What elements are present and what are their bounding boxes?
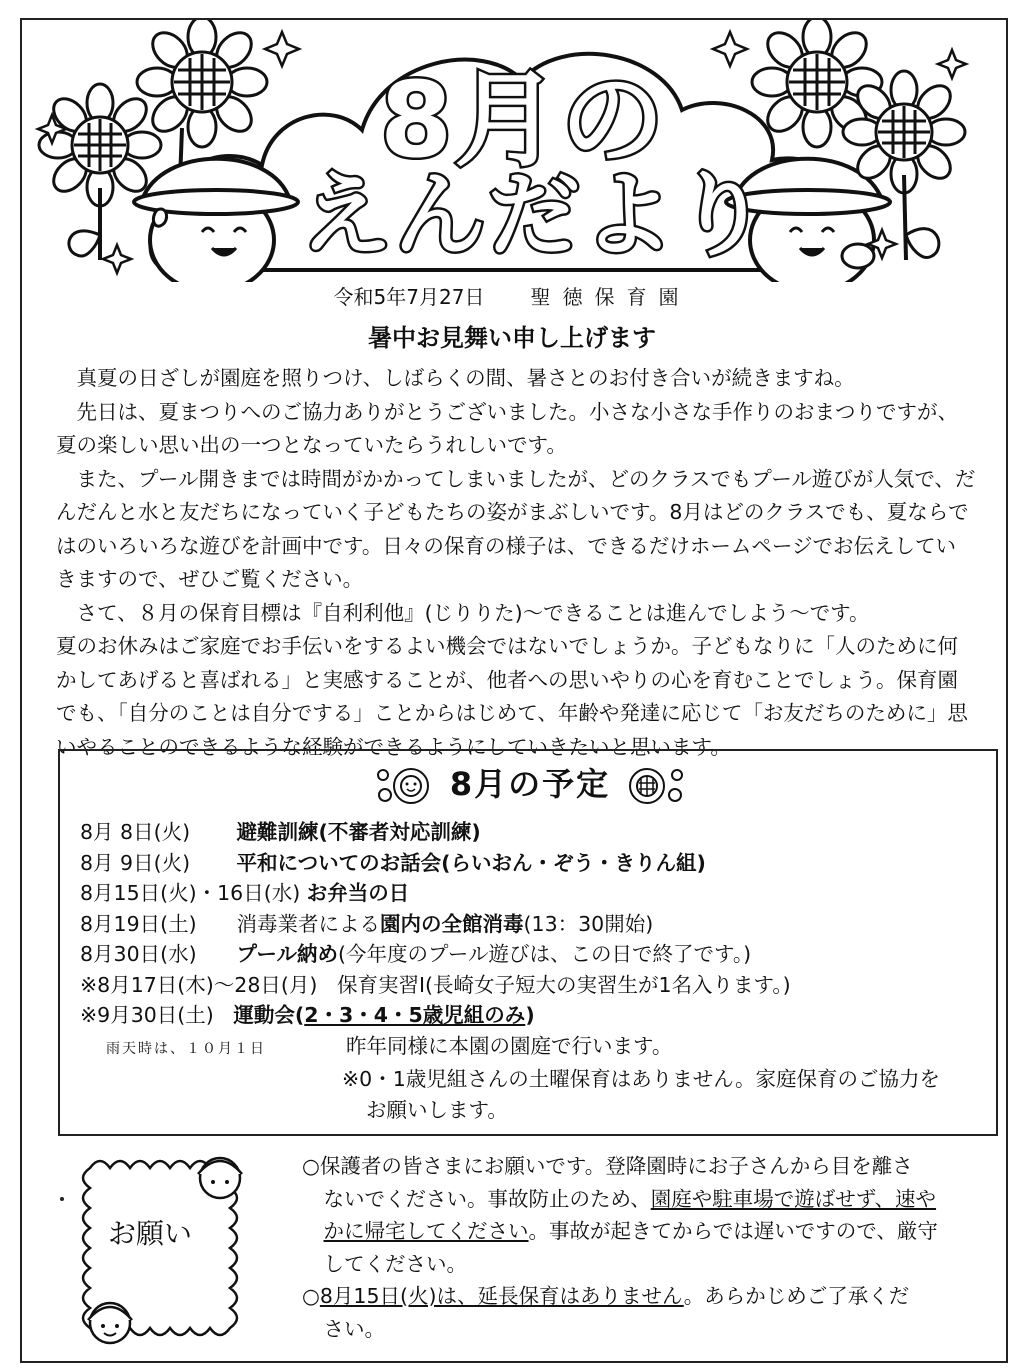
schedule-date: 8月30日(水) (80, 942, 197, 966)
schedule-item (80, 817, 980, 848)
bullet: ○ (302, 1284, 320, 1308)
schedule-event-note: (13：30開始) (523, 911, 654, 936)
body-paragraph: 夏のお休みはご家庭でお手伝いをするよい機会ではないでしょうか。子どもなりに「人のために何かしてあげると喜ばれる」と実感することが、他者への思いやりの心を育むことでしょう。保育園でも、「自分のことは自分でする」ことからはじめて、年齢や発達に応じて「お友だちのために」思いやることのできるような経験ができるようにしていきたいと思います。 (56, 634, 968, 759)
sunflower-left-bottom (39, 84, 161, 206)
schedule-date: 8月15日(火)・16日(水) (80, 881, 301, 905)
rain-note: 雨天時は、１０月１日 (106, 1040, 266, 1057)
request-text: 。あらかじめご了承くだ (683, 1284, 910, 1308)
request-text: 。事故が起きてからでは遅いですので、厳守 (528, 1219, 938, 1243)
letter-body (56, 362, 976, 764)
newsletter-title: えんだより (300, 162, 771, 269)
newsletter-title-month: 8月の (380, 59, 667, 181)
request-text: さい。 (323, 1316, 386, 1341)
schedule-event-highlight: 園内の全館消毒 (380, 911, 524, 936)
schedule-note-row (80, 1031, 980, 1065)
schedule-date: 8月 8日(火) (80, 820, 191, 844)
venue-note: 昨年同様に本園の園庭で行います。 (346, 1033, 673, 1058)
schedule-heading (60, 759, 1000, 807)
schedule-item (80, 878, 980, 909)
body-paragraph: 真夏の日ざしが園庭を照りつけ、しばらくの間、暑さとのお付き合いが続きますね。 (76, 366, 855, 390)
schedule-event: 運動会 (233, 1003, 295, 1027)
schedule-item (80, 939, 980, 970)
schedule-box (58, 749, 998, 1136)
schedule-event: 避難訓練(不審者対応訓練) (236, 820, 481, 844)
request-item-cont (302, 1248, 982, 1281)
school-name: 聖徳保育園 (530, 285, 691, 309)
request-item (302, 1280, 982, 1313)
body-paragraph: さて、８月の保育目標は『自利利他』(じりりた)～できることは進んでしよう～です。 (76, 600, 870, 625)
child-face-top-icon (198, 1158, 242, 1198)
schedule-event: お弁当の日 (306, 881, 410, 905)
schedule-date: ※9月30日(土) (80, 1003, 214, 1027)
issue-info (0, 281, 1024, 310)
sunflower-left-top (137, 20, 267, 147)
schedule-event-note: (今年度のプール遊びは、この日で終了です。) (338, 942, 752, 966)
schedule-item (80, 909, 980, 940)
schedule-item (80, 1000, 980, 1031)
saturday-note: ※0・1歳児組さんの土曜保育はありません。家庭保育のご協力を (342, 1067, 940, 1091)
request-item-cont (302, 1183, 982, 1216)
request-emphasis: 8月15日(火)は、延長保育はありません (319, 1284, 684, 1308)
paren-open: ( (294, 1003, 305, 1027)
request-text-line: ○保護者の皆さまにお願いです。登降園時にお子さんから目を離さ (302, 1154, 913, 1178)
schedule-event: 保育実習Ⅰ(長崎女子短大の実習生が1名入ります。) (336, 972, 791, 997)
schedule-date: 8月19日(土) (80, 911, 197, 936)
request-text: してください。 (323, 1251, 468, 1276)
scan-dot (60, 1197, 64, 1201)
request-label: お願い (108, 1217, 193, 1250)
request-emphasis: かに帰宅してください (323, 1219, 529, 1243)
body-paragraph: また、プール開きまでは時間がかかってしまいましたが、どのクラスでもプール遊びが人気で、だんだんと水と友だちになっていく子どもたちの姿がまぶしいです。8月はどのクラスでも、夏ならではのいろいろな遊びを計画中です。日々の保育の様子は、できるだけホームページでお伝えしていきますので、ぜひご覧ください。 (56, 466, 976, 591)
paren-close: ) (525, 1003, 535, 1027)
flower-icon (373, 765, 437, 807)
request-emphasis: 園庭や駐車場で遊ばせず、速や (650, 1186, 937, 1211)
schedule-event-target: 2・3・4・5歳児組のみ (304, 1003, 526, 1027)
schedule-date: ※8月17日(木)～28日(月) (80, 972, 318, 997)
saturday-note-cont: お願いします。 (366, 1097, 508, 1122)
schedule-event: 消毒業者による (236, 911, 381, 936)
schedule-item (80, 848, 980, 879)
schedule-event: プール納め (236, 942, 339, 966)
request-item (302, 1150, 982, 1183)
request-item-cont (302, 1313, 982, 1346)
schedule-title: 8月の予定 (449, 765, 611, 803)
schedule-item (80, 970, 980, 1001)
child-face-bottom-icon (88, 1303, 132, 1343)
issue-date: 令和5年7月27日 (333, 285, 485, 309)
schedule-list (80, 817, 980, 1125)
summer-greeting: 暑中お見舞い申し上げます (368, 324, 656, 352)
sunflower-right-bottom (843, 71, 965, 193)
schedule-event: 平和についてのお話会(らいおん・ぞう・きりん組) (236, 850, 706, 875)
request-item-cont (302, 1215, 982, 1248)
request-text: ないでください。事故防止のため、 (323, 1186, 651, 1211)
body-paragraph: 先日は、夏まつりへのご協力ありがとうございました。小さな小さな手作りのおまつりですが、夏の楽しい思い出の一つとなっていたらうれしいです。 (56, 399, 958, 457)
schedule-date: 8月 9日(火) (80, 850, 191, 875)
request-list (302, 1150, 982, 1345)
sunflower-icon (623, 765, 687, 807)
